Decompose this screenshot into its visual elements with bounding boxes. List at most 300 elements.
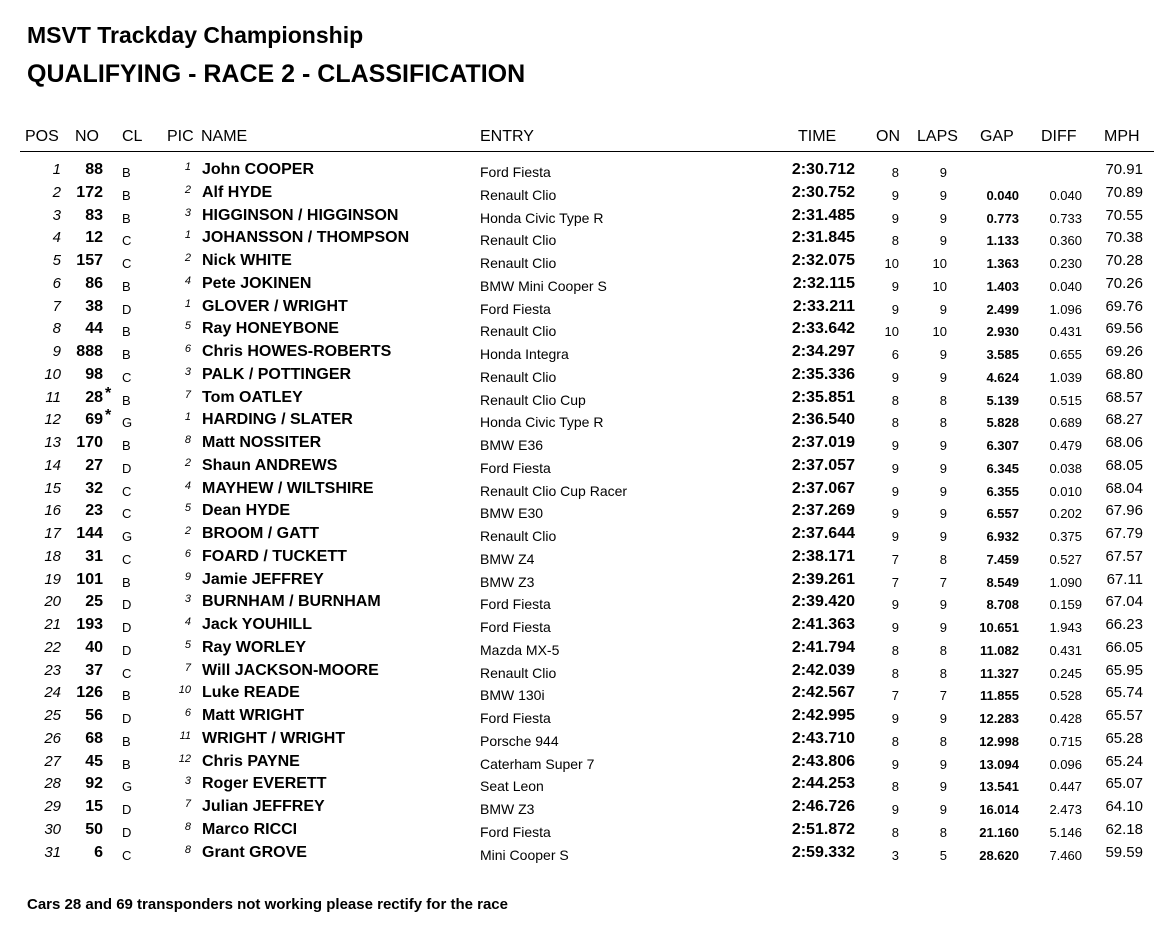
class-cell: C [122, 483, 132, 499]
car-number-cell: 172 [76, 183, 103, 201]
gap-cell: 0.773 [986, 210, 1019, 226]
laps-cell: 9 [939, 597, 947, 613]
entry-cell: Porsche 944 [480, 732, 559, 749]
gap-cell: 11.082 [979, 642, 1019, 658]
mph-cell: 69.56 [1105, 320, 1143, 338]
gap-cell: 16.014 [979, 802, 1019, 817]
class-position-cell: 6 [184, 707, 191, 719]
col-pos: POS [25, 128, 59, 145]
gap-cell: 2.499 [986, 301, 1019, 317]
laps-cell: 9 [939, 301, 947, 317]
entry-cell: Renault Clio [480, 664, 557, 681]
table-row [0, 545, 1172, 568]
on-lap-cell: 8 [891, 824, 899, 840]
driver-name-cell: WRIGHT / WRIGHT [202, 729, 346, 747]
col-cl: CL [122, 128, 143, 145]
diff-cell: 0.038 [1049, 460, 1082, 476]
class-cell: C [122, 506, 132, 522]
table-row [0, 477, 1172, 500]
diff-cell: 2.473 [1049, 802, 1082, 817]
diff-cell: 0.159 [1049, 597, 1082, 613]
laps-cell: 8 [939, 824, 947, 840]
car-number-cell: 27 [85, 456, 103, 474]
gap-cell: 2.930 [986, 324, 1019, 340]
table-row [0, 522, 1172, 545]
car-number-cell: 157 [76, 252, 103, 269]
laps-cell: 8 [939, 392, 947, 408]
laps-cell: 9 [939, 620, 947, 635]
class-position-cell: 9 [184, 570, 191, 583]
driver-name-cell: Jamie JEFFREY [202, 570, 324, 588]
col-no: NO [75, 128, 99, 145]
on-lap-cell: 9 [891, 711, 899, 726]
diff-cell: 0.245 [1049, 665, 1082, 681]
entry-cell: Honda Civic Type R [480, 209, 604, 226]
gap-cell: 6.345 [986, 460, 1019, 476]
table-row [0, 613, 1172, 636]
table-row [0, 636, 1172, 659]
mph-cell: 67.04 [1105, 593, 1143, 611]
lap-time-cell: 2:33.211 [792, 297, 855, 315]
diff-cell: 0.096 [1049, 756, 1082, 772]
car-number-cell: 170 [76, 434, 103, 451]
class-cell: D [122, 711, 132, 726]
entry-cell: Renault Clio [480, 528, 557, 544]
lap-time-cell: 2:44.253 [791, 775, 855, 793]
lap-time-cell: 2:37.019 [791, 434, 855, 451]
car-number-cell: 98 [85, 365, 103, 383]
entry-cell: Honda Integra [480, 346, 569, 362]
gap-cell: 5.139 [986, 392, 1019, 408]
lap-time-cell: 2:32.115 [792, 274, 855, 292]
entry-cell: Ford Fiesta [480, 459, 551, 476]
position-cell: 8 [52, 320, 61, 338]
laps-cell: 9 [939, 187, 947, 203]
laps-cell: 8 [939, 642, 947, 658]
diff-cell: 0.010 [1049, 483, 1082, 499]
entry-cell: BMW Z4 [480, 550, 535, 567]
col-entry: ENTRY [480, 128, 534, 145]
table-row [0, 363, 1172, 386]
mph-cell: 68.80 [1105, 365, 1143, 383]
mph-cell: 70.89 [1105, 183, 1143, 201]
car-number-cell: 38 [85, 297, 103, 315]
position-cell: 28 [44, 775, 61, 793]
position-cell: 13 [44, 434, 61, 451]
diff-cell: 0.375 [1049, 529, 1082, 544]
mph-cell: 68.04 [1105, 479, 1143, 497]
gap-cell: 12.998 [979, 733, 1019, 749]
gap-cell: 6.932 [986, 529, 1019, 544]
position-cell: 18 [44, 547, 61, 565]
class-cell: B [122, 392, 131, 408]
mph-cell: 69.26 [1105, 343, 1143, 360]
driver-name-cell: Luke READE [202, 684, 300, 702]
lap-time-cell: 2:31.485 [791, 206, 855, 224]
mph-cell: 70.26 [1105, 274, 1143, 292]
mph-cell: 68.06 [1105, 434, 1143, 451]
class-cell: B [122, 210, 131, 226]
table-row [0, 568, 1172, 591]
entry-cell: Renault Clio [480, 186, 557, 203]
car-number-cell: 83 [85, 206, 103, 224]
lap-time-cell: 2:42.039 [791, 661, 855, 679]
gap-cell: 13.541 [979, 779, 1019, 795]
table-row [0, 590, 1172, 613]
class-position-cell: 8 [184, 820, 191, 833]
lap-time-cell: 2:59.332 [791, 843, 855, 861]
class-position-cell: 3 [184, 593, 191, 606]
class-cell: D [122, 620, 132, 635]
entry-cell: BMW Z3 [480, 573, 535, 590]
car-number-cell: 69 [85, 411, 103, 429]
diff-cell: 0.655 [1049, 347, 1082, 362]
table-row [0, 204, 1172, 227]
gap-cell: 21.160 [979, 824, 1019, 840]
laps-cell: 9 [939, 779, 947, 795]
on-lap-cell: 8 [891, 392, 899, 408]
class-cell: C [122, 847, 132, 863]
laps-cell: 9 [939, 483, 947, 499]
entry-cell: Renault Clio [480, 368, 557, 385]
mph-cell: 70.38 [1105, 229, 1143, 247]
entry-cell: Renault Clio Cup [480, 391, 586, 408]
table-row [0, 272, 1172, 295]
class-cell: B [122, 165, 131, 180]
table-row [0, 727, 1172, 750]
mph-cell: 62.18 [1105, 820, 1143, 838]
table-row [0, 249, 1172, 272]
diff-cell: 0.040 [1049, 187, 1082, 203]
table-row [0, 295, 1172, 318]
class-cell: B [122, 278, 131, 294]
lap-time-cell: 2:37.057 [791, 456, 855, 474]
on-lap-cell: 9 [891, 210, 899, 226]
lap-time-cell: 2:38.171 [791, 547, 855, 565]
driver-name-cell: HARDING / SLATER [202, 411, 353, 429]
position-cell: 5 [52, 252, 61, 269]
position-cell: 25 [44, 707, 61, 724]
gap-cell: 7.459 [986, 551, 1019, 567]
mph-cell: 65.28 [1105, 729, 1143, 747]
on-lap-cell: 6 [891, 347, 899, 362]
diff-cell: 0.431 [1049, 642, 1082, 658]
driver-name-cell: John COOPER [202, 161, 315, 178]
car-number-cell: 888 [76, 343, 103, 360]
header-divider [20, 151, 1154, 152]
on-lap-cell: 9 [891, 756, 899, 772]
class-cell: C [122, 551, 132, 567]
class-position-cell: 6 [184, 343, 191, 355]
mph-cell: 64.10 [1105, 798, 1143, 815]
lap-time-cell: 2:31.845 [791, 229, 855, 247]
entry-cell: Caterham Super 7 [480, 755, 595, 772]
position-cell: 30 [44, 820, 61, 838]
diff-cell: 0.040 [1049, 278, 1082, 294]
gap-cell: 1.363 [986, 256, 1019, 271]
diff-cell: 0.689 [1049, 415, 1082, 431]
on-lap-cell: 9 [891, 187, 899, 203]
laps-cell: 8 [939, 733, 947, 749]
driver-name-cell: Matt WRIGHT [202, 707, 305, 724]
lap-time-cell: 2:33.642 [791, 320, 855, 338]
position-cell: 17 [44, 525, 61, 542]
transponder-asterisk: * [105, 384, 112, 402]
gap-cell: 3.585 [986, 347, 1019, 362]
on-lap-cell: 7 [891, 574, 899, 590]
mph-cell: 65.95 [1105, 661, 1143, 679]
table-row [0, 681, 1172, 704]
lap-time-cell: 2:30.752 [791, 183, 855, 201]
entry-cell: Renault Clio [480, 323, 557, 340]
entry-cell: BMW E36 [480, 437, 544, 453]
class-position-cell: 3 [184, 365, 191, 378]
driver-name-cell: JOHANSSON / THOMPSON [202, 229, 410, 247]
on-lap-cell: 8 [891, 733, 899, 749]
diff-cell: 0.360 [1049, 233, 1082, 249]
on-lap-cell: 9 [891, 301, 899, 317]
laps-cell: 5 [939, 847, 947, 863]
entry-cell: Seat Leon [480, 778, 544, 795]
position-cell: 14 [44, 456, 61, 474]
gap-cell: 6.307 [986, 438, 1019, 453]
car-number-cell: 126 [76, 684, 103, 702]
lap-time-cell: 2:39.261 [791, 570, 855, 588]
laps-cell: 10 [932, 324, 947, 340]
car-number-cell: 6 [94, 843, 103, 861]
laps-cell: 8 [939, 551, 947, 567]
table-row [0, 340, 1172, 363]
driver-name-cell: Will JACKSON-MOORE [202, 661, 379, 679]
class-cell: B [122, 733, 131, 749]
lap-time-cell: 2:41.363 [791, 616, 855, 633]
gap-cell: 4.624 [986, 369, 1019, 385]
driver-name-cell: PALK / POTTINGER [202, 365, 352, 383]
on-lap-cell: 7 [891, 551, 899, 567]
position-cell: 7 [52, 297, 61, 315]
diff-cell: 0.230 [1049, 256, 1082, 271]
entry-cell: Ford Fiesta [480, 710, 551, 726]
lap-time-cell: 2:32.075 [791, 252, 855, 269]
position-cell: 23 [44, 661, 61, 679]
lap-time-cell: 2:35.336 [791, 365, 855, 383]
laps-cell: 9 [939, 802, 947, 817]
driver-name-cell: BURNHAM / BURNHAM [202, 593, 381, 611]
class-cell: B [122, 187, 131, 203]
on-lap-cell: 8 [891, 233, 899, 249]
col-mph: MPH [1104, 128, 1140, 145]
class-position-cell: 7 [184, 798, 191, 810]
laps-cell: 9 [939, 756, 947, 772]
driver-name-cell: Chris PAYNE [202, 752, 300, 770]
position-cell: 29 [44, 798, 61, 815]
laps-cell: 10 [932, 256, 947, 271]
table-header [0, 128, 1172, 150]
class-position-cell: 1 [184, 161, 191, 173]
laps-cell: 9 [939, 233, 947, 249]
mph-cell: 68.57 [1105, 388, 1143, 406]
transponder-asterisk: * [105, 407, 112, 425]
driver-name-cell: Shaun ANDREWS [202, 456, 338, 474]
position-cell: 15 [44, 479, 61, 497]
on-lap-cell: 8 [891, 665, 899, 681]
mph-cell: 70.28 [1105, 252, 1143, 269]
diff-cell: 0.428 [1049, 711, 1082, 726]
lap-time-cell: 2:37.644 [791, 525, 855, 542]
laps-cell: 7 [939, 574, 947, 590]
on-lap-cell: 7 [891, 688, 899, 704]
car-number-cell: 56 [85, 707, 103, 724]
lap-time-cell: 2:43.806 [791, 752, 855, 770]
driver-name-cell: Ray HONEYBONE [202, 320, 339, 338]
entry-cell: BMW Z3 [480, 801, 535, 817]
position-cell: 24 [44, 684, 61, 702]
table-row [0, 841, 1172, 864]
diff-cell: 1.039 [1049, 369, 1082, 385]
on-lap-cell: 9 [891, 620, 899, 635]
laps-cell: 9 [939, 460, 947, 476]
entry-cell: Ford Fiesta [480, 619, 551, 635]
driver-name-cell: Tom OATLEY [202, 388, 303, 406]
diff-cell: 5.146 [1049, 824, 1082, 840]
mph-cell: 67.79 [1105, 525, 1143, 542]
driver-name-cell: Pete JOKINEN [202, 274, 312, 292]
driver-name-cell: Grant GROVE [202, 843, 307, 861]
class-position-cell: 6 [184, 547, 191, 560]
table-row [0, 499, 1172, 522]
position-cell: 16 [44, 502, 61, 520]
class-position-cell: 8 [184, 843, 191, 856]
class-position-cell: 4 [184, 274, 191, 287]
car-number-cell: 101 [76, 570, 103, 588]
entry-cell: Renault Clio [480, 232, 557, 249]
entry-cell: Ford Fiesta [480, 164, 551, 180]
car-number-cell: 193 [76, 616, 103, 633]
car-number-cell: 32 [85, 479, 103, 497]
class-cell: D [122, 301, 132, 317]
laps-cell: 9 [939, 711, 947, 726]
class-position-cell: 3 [184, 775, 191, 788]
mph-cell: 67.11 [1106, 570, 1143, 588]
class-position-cell: 10 [178, 684, 191, 697]
position-cell: 12 [44, 411, 61, 429]
car-number-cell: 25 [85, 593, 103, 611]
class-cell: B [122, 574, 131, 590]
car-number-cell: 44 [85, 320, 103, 338]
gap-cell: 11.855 [979, 688, 1019, 704]
on-lap-cell: 9 [891, 529, 899, 544]
on-lap-cell: 9 [891, 506, 899, 522]
diff-cell: 0.733 [1049, 210, 1082, 226]
diff-cell: 1.090 [1049, 574, 1082, 590]
class-cell: G [122, 415, 133, 431]
diff-cell: 0.527 [1049, 551, 1082, 567]
on-lap-cell: 8 [891, 779, 899, 795]
class-position-cell: 5 [184, 638, 191, 651]
diff-cell: 0.528 [1049, 688, 1082, 704]
mph-cell: 67.57 [1105, 547, 1143, 565]
on-lap-cell: 9 [891, 278, 899, 294]
on-lap-cell: 9 [891, 369, 899, 385]
class-position-cell: 5 [184, 502, 191, 515]
class-position-cell: 2 [184, 183, 191, 196]
laps-cell: 9 [939, 347, 947, 362]
position-cell: 26 [44, 729, 61, 747]
entry-cell: Renault Clio [480, 255, 557, 271]
on-lap-cell: 9 [891, 597, 899, 613]
car-number-cell: 15 [85, 798, 103, 815]
lap-time-cell: 2:51.872 [791, 820, 855, 838]
lap-time-cell: 2:37.269 [791, 502, 855, 520]
laps-cell: 9 [939, 506, 947, 522]
table-row [0, 226, 1172, 249]
table-row [0, 454, 1172, 477]
car-number-cell: 12 [85, 229, 103, 247]
lap-time-cell: 2:30.712 [791, 161, 855, 178]
class-cell: G [122, 529, 133, 544]
car-number-cell: 86 [85, 274, 103, 292]
driver-name-cell: Dean HYDE [202, 502, 291, 520]
lap-time-cell: 2:36.540 [791, 411, 855, 429]
class-position-cell: 1 [184, 411, 191, 424]
class-position-cell: 12 [178, 752, 191, 765]
position-cell: 19 [44, 570, 61, 588]
col-name: NAME [201, 128, 248, 145]
diff-cell: 0.202 [1049, 506, 1082, 522]
lap-time-cell: 2:34.297 [791, 343, 855, 360]
diff-cell: 0.515 [1049, 392, 1082, 408]
position-cell: 27 [44, 752, 61, 770]
table-row [0, 386, 1172, 409]
class-position-cell: 4 [184, 479, 191, 492]
class-position-cell: 2 [184, 456, 191, 469]
entry-cell: Ford Fiesta [480, 596, 551, 613]
position-cell: 22 [44, 638, 61, 656]
mph-cell: 65.07 [1105, 775, 1143, 793]
class-cell: C [122, 369, 132, 385]
laps-cell: 9 [939, 210, 947, 226]
driver-name-cell: Julian JEFFREY [202, 798, 325, 815]
class-position-cell: 5 [184, 320, 191, 333]
session-title: QUALIFYING - RACE 2 - CLASSIFICATION [27, 60, 526, 88]
col-time: TIME [798, 128, 837, 145]
lap-time-cell: 2:37.067 [791, 479, 855, 497]
diff-cell: 0.447 [1049, 779, 1082, 795]
position-cell: 4 [52, 229, 61, 247]
car-number-cell: 92 [85, 775, 103, 793]
mph-cell: 59.59 [1105, 843, 1143, 861]
gap-cell: 5.828 [986, 415, 1019, 431]
class-position-cell: 1 [184, 297, 191, 310]
table-row [0, 408, 1172, 431]
laps-cell: 9 [939, 165, 947, 180]
gap-cell: 1.403 [986, 278, 1019, 294]
class-cell: D [122, 460, 132, 476]
mph-cell: 70.55 [1105, 206, 1143, 224]
lap-time-cell: 2:41.794 [791, 638, 855, 656]
mph-cell: 66.05 [1105, 638, 1143, 656]
position-cell: 11 [45, 388, 61, 406]
class-cell: B [122, 756, 131, 772]
on-lap-cell: 9 [891, 483, 899, 499]
driver-name-cell: HIGGINSON / HIGGINSON [202, 206, 399, 224]
col-pic: PIC [167, 128, 194, 145]
gap-cell: 13.094 [979, 756, 1019, 772]
col-gap: GAP [980, 128, 1014, 145]
entry-cell: Ford Fiesta [480, 823, 551, 840]
mph-cell: 68.27 [1105, 411, 1143, 429]
mph-cell: 65.74 [1105, 684, 1143, 702]
